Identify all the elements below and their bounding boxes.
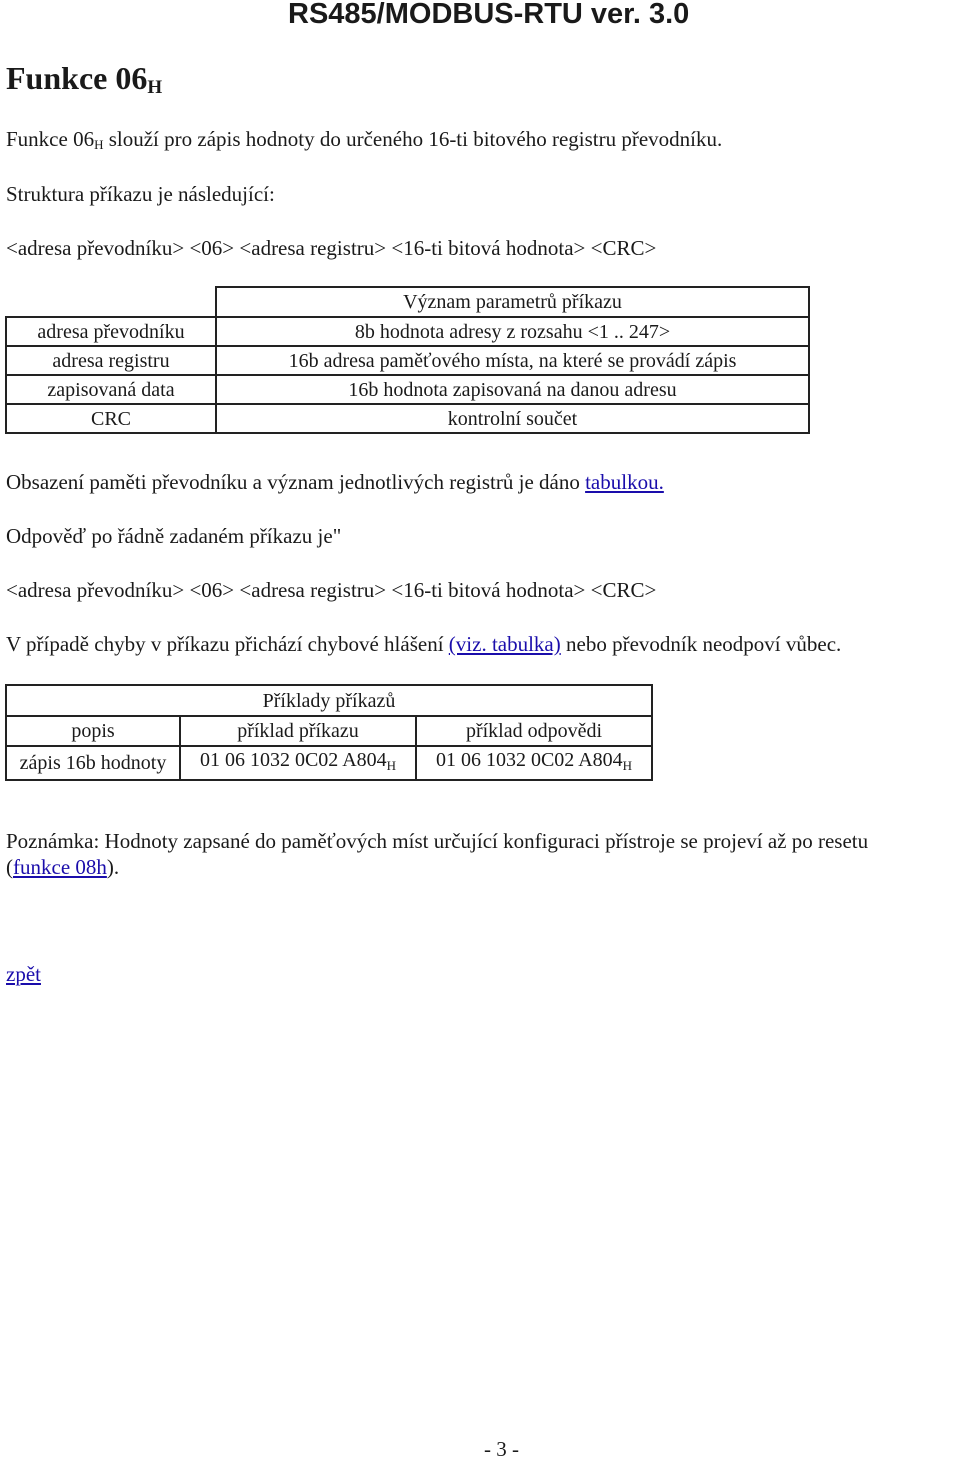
error-table-link[interactable]: (viz. tabulka) [448,632,561,656]
param-desc: 16b adresa paměťového místa, na které se provádí zápis [216,346,809,375]
memory-note-text: Obsazení paměti převodníku a význam jednotlivých registrů je dáno [6,470,586,494]
error-note-prefix: V případě chyby v příkazu přichází chybové hlášení [6,632,449,656]
response-label: Odpověď po řádně zadaném příkazu je" [6,524,342,548]
intro-prefix: Funkce 06 [6,127,95,151]
param-name: adresa registru [6,346,216,375]
parameters-table [5,286,810,434]
table-row [6,346,809,375]
remark-open-paren: ( [6,855,13,879]
param-name: CRC [6,404,216,433]
intro-subscript: H [94,137,104,152]
memory-table-link[interactable]: tabulkou. [585,470,664,494]
example-response [416,746,652,780]
table-row [6,375,809,404]
example-command [180,746,416,780]
structure-label: Struktura příkazu je následující: [6,182,275,206]
example-command-subscript: H [386,758,397,773]
memory-note [6,470,664,495]
param-name: zapisovaná data [6,375,216,404]
example-command-value: 01 06 1032 0C02 A804 [199,749,387,771]
command-format: <adresa převodníku> <06> <adresa registru> <16-ti bitová hodnota> <CRC> [6,236,657,260]
examples-table [5,684,653,781]
remark-line2 [6,855,119,880]
remark-close-paren: ). [106,855,120,879]
example-popis: zápis 16b hodnoty [6,746,180,780]
page-heading [6,60,162,99]
function-08h-link[interactable]: funkce 08h [13,855,107,879]
heading-subscript: H [147,77,163,98]
back-link[interactable]: zpět [6,962,41,986]
table-header-row [6,716,652,746]
column-header-popis: popis [6,716,180,746]
heading-text: Funkce 06 [6,60,148,96]
param-desc: kontrolní součet [216,404,809,433]
param-desc: 16b hodnota zapisovaná na danou adresu [216,375,809,404]
params-empty-header [6,287,216,317]
intro-paragraph [6,127,722,153]
example-response-value: 01 06 1032 0C02 A804 [435,749,623,771]
column-header-command: příklad příkazu [180,716,416,746]
response-format: <adresa převodníku> <06> <adresa registru> <16-ti bitová hodnota> <CRC> [6,578,657,602]
examples-caption: Příklady příkazů [6,685,652,716]
table-row [6,317,809,346]
param-desc: 8b hodnota adresy z rozsahu <1 .. 247> [216,317,809,346]
params-caption: Význam parametrů příkazu [216,287,809,317]
intro-suffix: slouží pro zápis hodnoty do určeného 16-ti bitového registru převodníku. [103,127,723,151]
remark-line1: Poznámka: Hodnoty zapsané do paměťových míst určující konfiguraci přístroje se projeví až po resetu [6,829,869,853]
param-name: adresa převodníku [6,317,216,346]
error-note-suffix: nebo převodník neodpoví vůbec. [560,632,842,656]
document-header-title: RS485/MODBUS-RTU ver. 3.0 [288,0,690,30]
column-header-response: příklad odpovědi [416,716,652,746]
table-row [6,746,652,780]
example-response-subscript: H [622,758,633,773]
error-note [6,632,841,657]
page-number: - 3 - [484,1437,519,1461]
table-row [6,404,809,433]
